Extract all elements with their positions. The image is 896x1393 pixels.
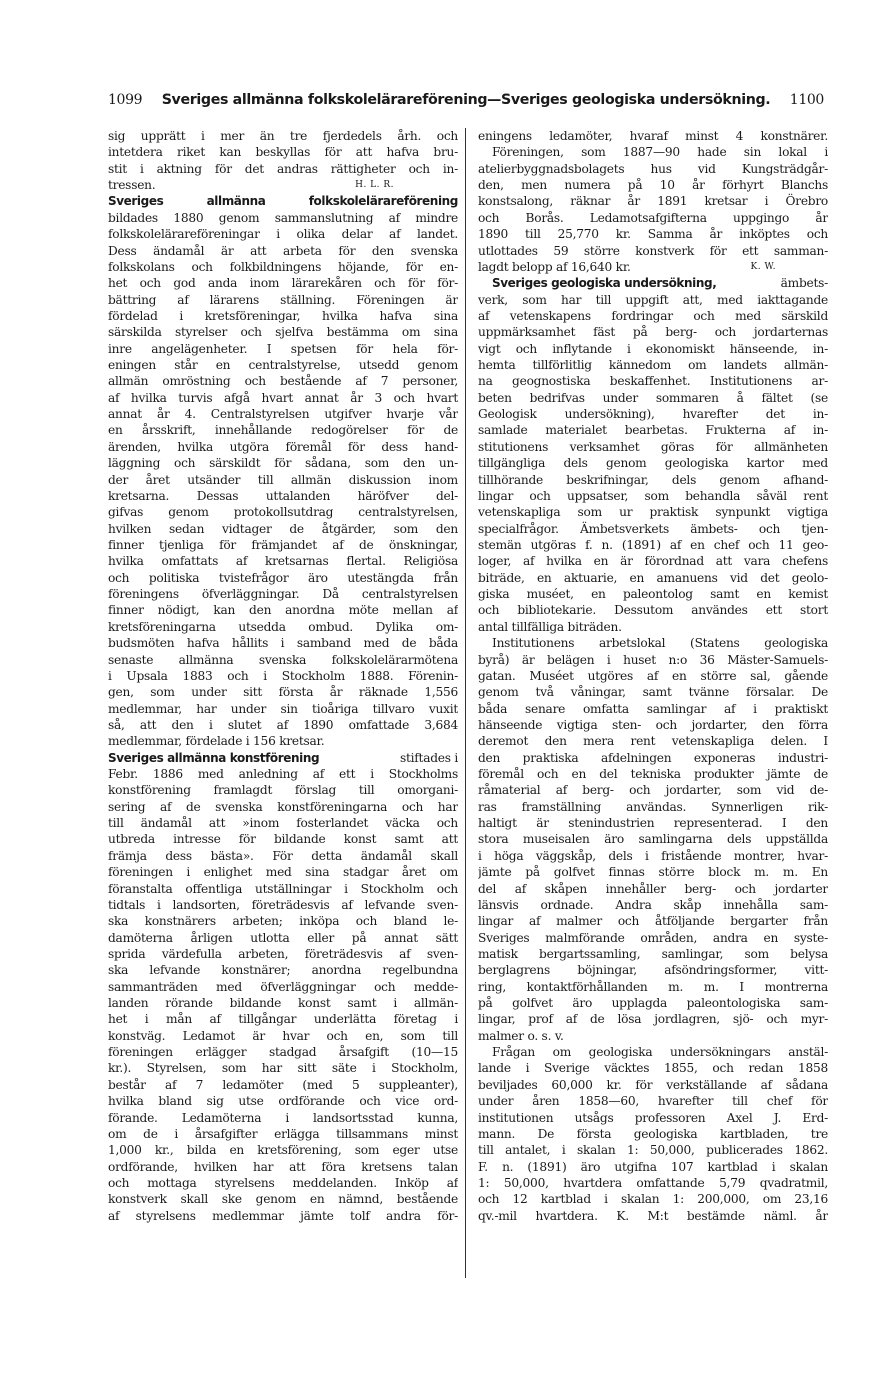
text-line: af styrelsens medlemmar jämte tolf andra för- bbox=[108, 1208, 458, 1223]
text-fragment: lagdt belopp af 16,640 kr. bbox=[478, 259, 631, 274]
text-line: haltigt är stenindustrien representerad. I den bbox=[478, 816, 828, 831]
text-line: Geologisk undersökning), hvarefter det in- bbox=[478, 407, 828, 422]
text-line: och 12 kartblad i skalan 1: 200,000, om 23,16 bbox=[478, 1192, 828, 1207]
text-line: folkskolelärareföreningar i olika delar af landet. bbox=[108, 227, 458, 242]
section-heading: Sveriges allmänna konstförening stiftades i bbox=[108, 750, 458, 765]
text-fragment: tressen. bbox=[108, 178, 156, 193]
text-line: vigt och inflytande i ekonomiskt hänseende, in- bbox=[478, 341, 828, 356]
text-line: föreningen i enlighet med sina stadgar året om bbox=[108, 865, 458, 880]
text-line: vetenskapliga som ur praktisk synpunkt vigtiga bbox=[478, 505, 828, 520]
text-line bbox=[108, 177, 458, 193]
left-column bbox=[108, 128, 458, 1224]
text-line: medlemmar, fördelade i 156 kretsar. bbox=[108, 734, 325, 749]
text-line: konstväg. Ledamot är hvar och en, som till bbox=[108, 1028, 458, 1043]
text-line: ärenden, hvilka utgöra föremål för dess hand- bbox=[108, 439, 458, 454]
text-line: lingar, prof af de lösa jordlagren, sjö- och myr- bbox=[478, 1012, 828, 1027]
text-line: jämte på golfvet finnas större block m. m. En bbox=[478, 865, 828, 880]
text-line: särskilda styrelser och sjelfva bestämma om sina bbox=[108, 325, 458, 340]
text-line: folkskolans och folkbildningens höjande, för en- bbox=[108, 259, 458, 274]
text-line: ordförande, hvilken har att föra kretsens talan bbox=[108, 1159, 458, 1174]
text-line: föranstalta offentliga utställningar i Stockholm och bbox=[108, 881, 458, 896]
text-line: eningen står en centralstyrelse, utsedd genom bbox=[108, 358, 458, 373]
text-line: utbreda intresse för bildande konst samt att bbox=[108, 832, 458, 847]
text-line: Institutionens arbetslokal (Statens geologiska bbox=[492, 636, 828, 651]
text-line: Frågan om geologiska undersökningars anstäl- bbox=[492, 1045, 828, 1060]
text-line: föremål och en del tekniska produkter jämte de bbox=[478, 767, 828, 782]
text-line: hvilken sedan vidtager de åtgärder, som den bbox=[108, 521, 458, 536]
text-line: ring, kontaktförhållanden m. m. I montrerna bbox=[478, 979, 828, 994]
column-divider bbox=[465, 128, 466, 1278]
text-line: lingar af malmer och åtföljande bergarter från bbox=[478, 914, 828, 929]
running-title: Sveriges allmänna folkskolelärareförening—Sveriges geologiska undersökning. bbox=[161, 92, 771, 108]
text-line: antal tillfälliga biträden. bbox=[478, 619, 622, 634]
text-line: främja dess bästa». För detta ändamål skall bbox=[108, 848, 458, 863]
author-signature: K. W. bbox=[750, 261, 776, 272]
text-line: biträde, en aktuarie, en amanuens vid det geolo- bbox=[478, 570, 828, 585]
text-line: inre angelägenheter. I spetsen för hela för- bbox=[108, 341, 458, 356]
text-line: landen rörande bildande konst samt i allmän- bbox=[108, 996, 458, 1011]
text-line: beten bedrifvas under sommaren å fältet (se bbox=[478, 390, 828, 405]
text-line: na geognostiska beskaffenhet. Institutionens ar- bbox=[478, 374, 828, 389]
text-line: så, att den i slutet af 1890 omfattade 3,684 bbox=[108, 717, 458, 732]
text-line: matisk bergartssamling, samlingar, som belysa bbox=[478, 946, 828, 961]
text-line: lande i Sverige väcktes 1855, och redan 1858 bbox=[478, 1061, 828, 1076]
section-heading: Sveriges allmänna folkskolelärareförening bbox=[108, 194, 458, 209]
text-line: Febr. 1886 med anledning af ett i Stockholms bbox=[108, 767, 458, 782]
text-line: medlemmar, har under sin tioåriga tillvaro vuxit bbox=[108, 701, 458, 716]
right-column bbox=[478, 128, 828, 1224]
text-line: består af 7 ledamöter (med 5 suppleanter), bbox=[108, 1077, 458, 1092]
text-line: lingar och uppsatser, som behandla såväl rent bbox=[478, 488, 828, 503]
text-line: F. n. (1891) äro utgifna 107 kartblad i skalan bbox=[478, 1159, 828, 1174]
text-line: Sveriges malmförande områden, andra en syste- bbox=[478, 930, 828, 945]
text-line: fördelad i kretsföreningar, hvilka hafva sina bbox=[108, 308, 458, 323]
text-line: stitutionens verksamhet göras för allmänheten bbox=[478, 439, 828, 454]
text-line: institutionen utsågs professoren Axel J. Erd- bbox=[478, 1110, 828, 1125]
text-line: het och god anda inom lärarekåren och för för- bbox=[108, 276, 458, 291]
text-line: Föreningen, som 1887—90 hade sin lokal i bbox=[492, 145, 828, 160]
text-line: qv.-mil hvartdera. K. M:t bestämde näml. år bbox=[478, 1208, 828, 1223]
running-header bbox=[108, 92, 824, 114]
text-line: tillhörande beskrifningar, dels genom afhand- bbox=[478, 472, 828, 487]
text-line: af vetenskapens fordringar och med särskild bbox=[478, 308, 828, 323]
page-number-right: 1100 bbox=[789, 92, 824, 108]
text-line: utlottades 59 större konstverk för ett samman- bbox=[478, 243, 828, 258]
text-line: intetdera riket kan beskyllas för att hafva bru- bbox=[108, 145, 458, 160]
text-line: om de i årsafgifter erlägga tillsammans minst bbox=[108, 1126, 458, 1141]
text-line: konstverk skall ske genom en nämnd, bestående bbox=[108, 1192, 458, 1207]
text-line: konstförening framlagdt förslag till omorgani- bbox=[108, 783, 458, 798]
text-line: och Borås. Ledamotsafgifterna uppgingo år bbox=[478, 210, 828, 225]
author-signature: H. L. R. bbox=[355, 180, 394, 191]
text-line: tidtals i landsorten, företrädesvis af lefvande sven- bbox=[108, 897, 458, 912]
text-line: Dess ändamål är att arbeta för den svenska bbox=[108, 243, 458, 258]
text-line: ras framställning användas. Synnerligen rik- bbox=[478, 799, 828, 814]
page-number-left: 1099 bbox=[108, 92, 143, 108]
text-line: förande. Ledamöterna i landsortsstad kunna, bbox=[108, 1110, 458, 1125]
text-line: 1890 till 25,770 kr. Samma år inköptes och bbox=[478, 227, 828, 242]
text-line: damöterna årligen utlotta eller på annat sätt bbox=[108, 930, 458, 945]
text-line: verk, som har till uppgift att, med iakttagande bbox=[478, 292, 828, 307]
text-line: af hvilka turvis afgå hvart annat år 3 och hvart bbox=[108, 390, 458, 405]
text-line: loger, af hvilka en är förordnad att vara chefens bbox=[478, 554, 828, 569]
text-line: bildades 1880 genom sammanslutning af mindre bbox=[108, 210, 458, 225]
text-line: på golfvet äro upplagda paleontologiska sam- bbox=[478, 996, 828, 1011]
text-line: del af skåpen innehåller berg- och jordarter bbox=[478, 881, 828, 896]
text-line: en årsskrift, innehållande redogörelser för de bbox=[108, 423, 458, 438]
text-line: 1,000 kr., bilda en kretsförening, som eger utse bbox=[108, 1143, 458, 1158]
text-line: budsmöten hafva hållits i samband med de båda bbox=[108, 636, 458, 651]
text-line: i Upsala 1883 och i Stockholm 1888. Förenin- bbox=[108, 668, 458, 683]
text-line: finner tjenliga för främjandet af de önskningar, bbox=[108, 537, 458, 552]
text-line: gen, som under sitt första år räknade 1,556 bbox=[108, 685, 458, 700]
text-line: samlade materialet bearbetas. Frukterna af in- bbox=[478, 423, 828, 438]
text-line: tillgängliga dels genom geologiska kartor med bbox=[478, 456, 828, 471]
text-fragment: stiftades i bbox=[399, 750, 458, 765]
text-line: stemän utgöras f. n. (1891) af en chef och 11 geo- bbox=[478, 537, 828, 552]
text-line: finner nödigt, kan den anordna möte mellan af bbox=[108, 603, 458, 618]
text-line: läggning och särskildt för sådana, som den un- bbox=[108, 456, 458, 471]
text-line: föreningen erlägger stadgad årsafgift (10—15 bbox=[108, 1045, 458, 1060]
text-line: bättring af lärarens ställning. Föreningen är bbox=[108, 292, 458, 307]
text-line: senaste allmänna svenska folkskolelärarmötena bbox=[108, 652, 458, 667]
text-fragment: ämbets- bbox=[780, 276, 828, 291]
text-line: och bibliotekarie. Dessutom användes ett stort bbox=[478, 603, 828, 618]
text-line: sig upprätt i mer än tre fjerdedels årh. och bbox=[108, 129, 458, 143]
text-line: sammanträden med öfverläggningar och medde- bbox=[108, 979, 458, 994]
text-line: der året utsänder till allmän diskussion inom bbox=[108, 472, 458, 487]
text-line: allmän omröstning och bestående af 7 personer, bbox=[108, 374, 458, 389]
text-line: den praktiska afdelningen exponeras industri- bbox=[478, 750, 828, 765]
text-line: kr.). Styrelsen, som har sitt säte i Stockholm, bbox=[108, 1061, 458, 1076]
text-line: den, men numera på 10 år förhyrt Blanchs bbox=[478, 178, 828, 193]
text-line: hemta tillförlitlig kännedom om landets allmän- bbox=[478, 358, 828, 373]
text-line: byrå) är belägen i huset n:o 36 Mäster-Samuels- bbox=[478, 652, 828, 667]
text-line: het i mån af tillgångar underlätta företag i bbox=[108, 1012, 458, 1027]
text-line: mann. De första geologiska kartbladen, tre bbox=[478, 1126, 828, 1141]
text-line: båda senare omfatta samlingar af i praktiskt bbox=[478, 701, 828, 716]
text-line: stit i aktning för det andras rättigheter och in- bbox=[108, 161, 458, 176]
text-line: konstsalong, räknar år 1891 kretsar i Örebro bbox=[478, 194, 828, 209]
section-heading: Sveriges geologiska undersökning, ämbets- bbox=[492, 276, 828, 291]
text-line: gifvas genom protokollsutdrag centralstyrelsen, bbox=[108, 505, 458, 520]
text-line: ska konstnärers arbeten; inköpa och bland le- bbox=[108, 914, 458, 929]
text-line: giska muséet, en paleontolog samt en kemist bbox=[478, 587, 828, 602]
text-line: under åren 1858—60, hvarefter till chef för bbox=[478, 1094, 828, 1109]
text-line: stora museisalen äro samlingarna dels uppställda bbox=[478, 832, 828, 847]
text-line: uppmärksamhet fäst på berg- och jordarternas bbox=[478, 325, 828, 340]
text-line: gatan. Muséet utgöres af en större sal, gående bbox=[478, 668, 828, 683]
text-line: till ändamål att »inom fosterlandet väcka och bbox=[108, 816, 458, 831]
text-line: till antalet, i skalan 1: 50,000, publicerades 1862. bbox=[478, 1143, 828, 1158]
text-line: ska lefvande konstnärer; anordna regelbundna bbox=[108, 963, 458, 978]
text-line: beviljades 60,000 kr. för verkställande af sådana bbox=[478, 1077, 828, 1092]
text-line: föreningens öfverläggningar. Då centralstyrelsen bbox=[108, 587, 458, 602]
text-line: kretsarna. Dessas uttalanden häröfver del- bbox=[108, 488, 458, 503]
text-line: deremot den mera rent vetenskapliga delen. I bbox=[478, 734, 828, 749]
text-line: berglagrens böjningar, afsöndringsformer, vitt- bbox=[478, 963, 828, 978]
text-line: råmaterial af berg- och jordarter, som vid de- bbox=[478, 783, 828, 798]
text-line: atelierbyggnadsbolagets hus vid Kungsträdgår- bbox=[478, 161, 828, 176]
text-line: hvilka omfattats af kretsarnas flertal. Religiösa bbox=[108, 554, 458, 569]
text-line: länsvis ordnade. Andra skåp innehålla sam- bbox=[478, 897, 828, 912]
text-line: hänseende vigtiga sten- och jordarter, den förra bbox=[478, 717, 828, 732]
text-line: och mottaga styrelsens meddelanden. Inköp af bbox=[108, 1176, 458, 1190]
text-line: sprida värdefulla arbeten, företrädesvis af sven- bbox=[108, 946, 458, 961]
text-line: malmer o. s. v. bbox=[478, 1028, 564, 1043]
text-line: annat år 4. Centralstyrelsen utgifver hvarje vår bbox=[108, 407, 458, 422]
text-line: och politiska tvistefrågor äro utestängda från bbox=[108, 570, 458, 585]
text-line: genom två våningar, samt tvänne försalar. De bbox=[478, 685, 828, 700]
text-line: i höga väggskåp, dels i fristående montrer, hvar- bbox=[478, 848, 828, 863]
text-line: eningens ledamöter, hvaraf minst 4 konstnärer. bbox=[478, 129, 828, 143]
text-line: specialfrågor. Ämbetsverkets ämbets- och tjen- bbox=[478, 521, 828, 536]
text-line: kretsföreningarna utsedda ombud. Dylika om- bbox=[108, 619, 458, 634]
text-line: sering af de svenska konstföreningarna och har bbox=[108, 799, 458, 814]
text-line: hvilka bland sig utse ordförande och vice ord- bbox=[108, 1094, 458, 1109]
text-line: 1: 50,000, hvartdera omfattande 5,79 qvadratmil, bbox=[478, 1176, 828, 1190]
text-line bbox=[478, 259, 828, 275]
